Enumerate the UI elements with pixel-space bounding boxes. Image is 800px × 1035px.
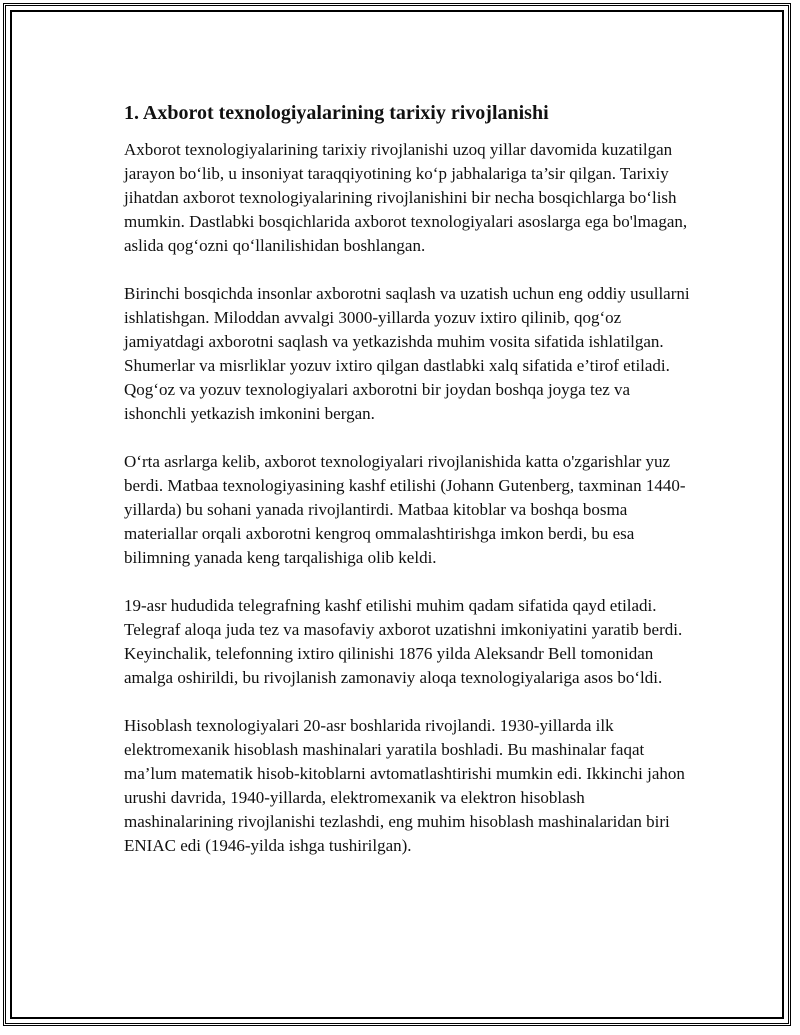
paragraph-intro: Axborot texnologiyalarining tarixiy rivojlanishi uzoq yillar davomida kuzatilgan jarayon bo‘lib, u insoniyat taraqqiyotining ko‘p jabhalariga ta’sir qilgan. Tarixiy jihatdan axborot texnologiyalarining rivojlanishini bir necha bosqichlarga bo‘lish mumkin. Dastlabki bosqichlarida axborot texnologiyalari asoslarga ega bo'lmagan, aslida qog‘ozni qo‘llanilishidan boshlangan.	[124, 140, 688, 255]
section-heading: 1. Axborot texnologiyalarining tarixiy rivojlanishi	[124, 102, 549, 124]
paragraph-first-stage: Birinchi bosqichda insonlar axborotni saqlash va uzatish uchun eng oddiy usullarni ishlatishgan. Miloddan avvalgi 3000-yillarda yozuv ixtiro qilinib, qog‘oz jamiyatdagi axborotni saqlash va yetkazishda muhim vosita sifatida ishlatilgan. Shumerlar va misrliklar yozuv ixtiro qilgan dastlabki xalq sifatida e’tirof etiladi. Qog‘oz va yozuv texnologiyalari axborotni bir joydan boshqa joyga tez va ishonchli yetkazish imkonini bergan.	[124, 284, 690, 423]
document-body	[124, 100, 696, 882]
paragraph-computing: Hisoblash texnologiyalari 20-asr boshlarida rivojlandi. 1930-yillarda ilk elektromexanik hisoblash mashinalari yaratila boshladi. Bu mashinalar faqat ma’lum matematik hisob-kitoblarni avtomatlashtirishi mumkin edi. Ikkinchi jahon urushi davrida, 1940-yillarda, elektromexanik va elektron hisoblash mashinalarining rivojlanishi tezlashdi, eng muhim hisoblash mashinalaridan biri ENIAC edi (1946-yilda ishga tushirilgan).	[124, 716, 685, 855]
page-frame	[3, 3, 791, 1026]
paragraph-middle-ages: O‘rta asrlarga kelib, axborot texnologiyalari rivojlanishida katta o'zgarishlar yuz berdi. Matbaa texnologiyasining kashf etilishi (Johann Gutenberg, taxminan 1440-yillarda) bu sohani yanada rivojlantirdi. Matbaa kitoblar va boshqa bosma materiallar orqali axborotni kengroq ommalashtirishga imkon berdi, bu esa bilimning yanada keng tarqalishiga olib keldi.	[124, 452, 686, 567]
paragraph-telegraph: 19-asr hududida telegrafning kashf etilishi muhim qadam sifatida qayd etiladi. Telegraf aloqa juda tez va masofaviy axborot uzatishni imkoniyatini yaratib berdi. Keyinchalik, telefonning ixtiro qilinishi 1876 yilda Aleksandr Bell tomonidan amalga oshirildi, bu rivojlanish zamonaviy aloqa texnologiyalariga asos bo‘ldi.	[124, 596, 683, 687]
